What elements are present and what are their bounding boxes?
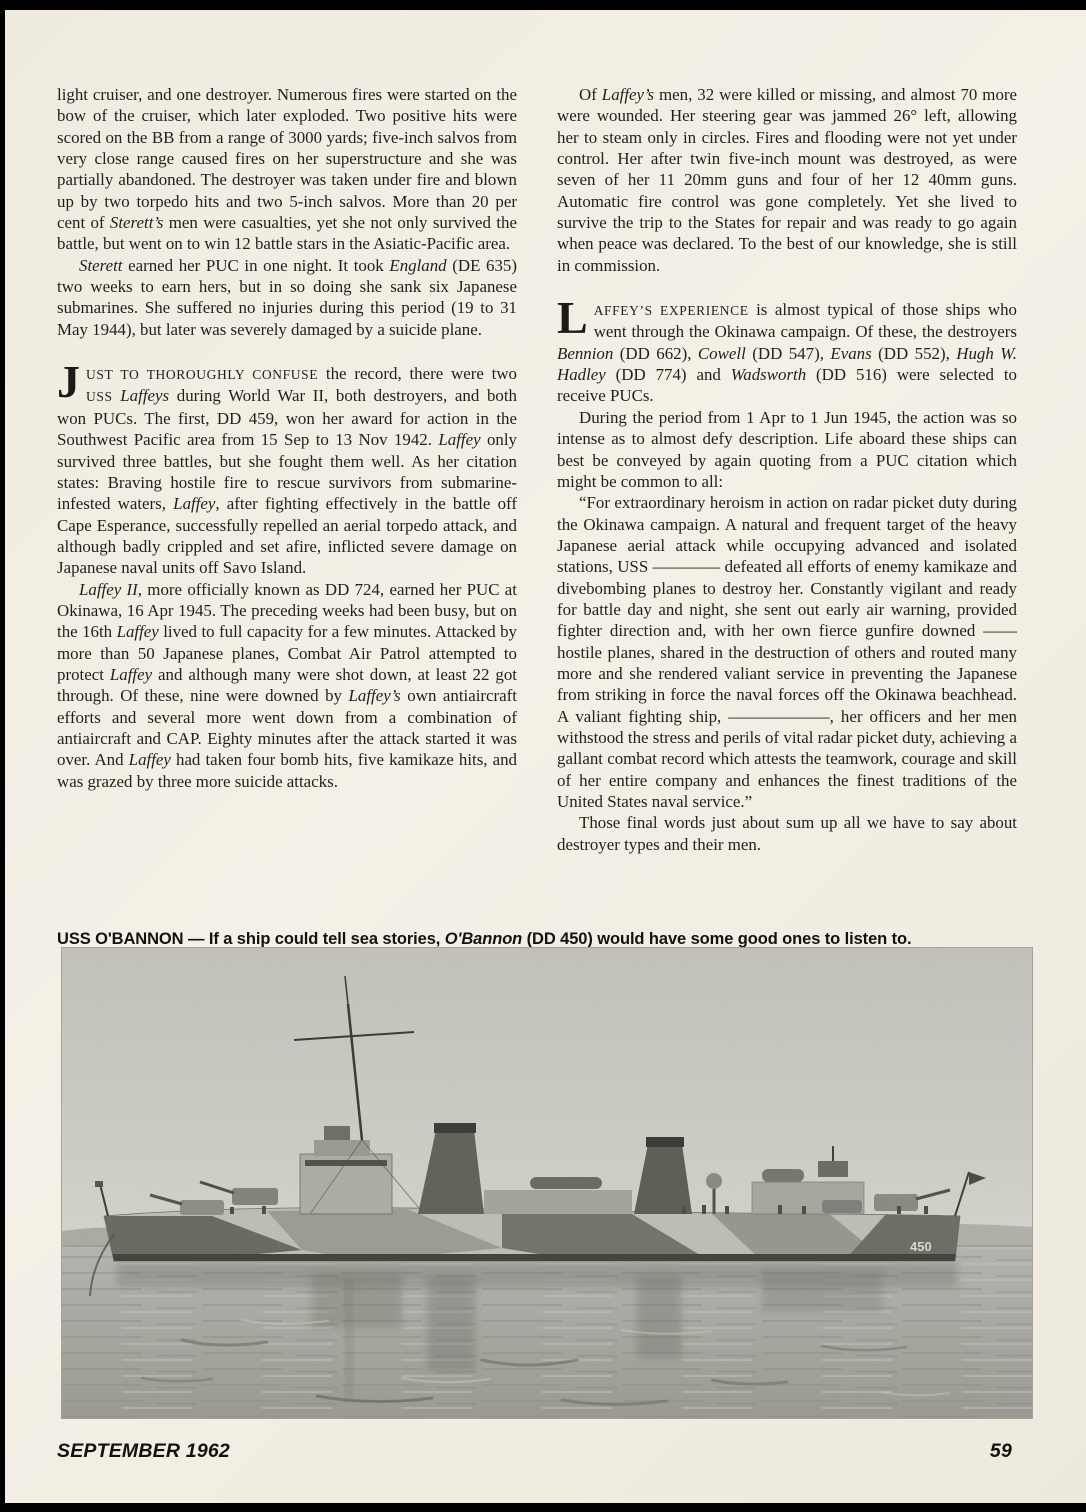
paragraph	[557, 84, 1017, 276]
text-segment: earned her PUC in one night. It took	[122, 255, 390, 275]
text-segment: Laffey	[438, 430, 481, 450]
text-segment: (DD 774) and	[605, 365, 731, 385]
drop-cap: L	[557, 292, 588, 344]
text-segment: (DD 450) would have some good ones to listen to.	[522, 930, 912, 948]
photo-caption	[57, 929, 1032, 949]
text-segment: Laffey II	[79, 579, 138, 599]
drop-cap: J	[57, 356, 80, 408]
text-segment: Sterett’s	[109, 213, 164, 233]
text-segment: USS O'BANNON — If a ship could tell sea stories,	[57, 930, 445, 948]
text-segment: and although many were shot down, at least 22 got through. Of these, nine were downed by	[57, 664, 517, 706]
text-segment: Evans	[830, 343, 872, 363]
magazine-page	[5, 10, 1086, 1503]
left-column	[57, 84, 517, 855]
right-column	[557, 84, 1017, 855]
text-segment: Laffeys	[120, 386, 170, 406]
footer	[57, 1440, 1012, 1463]
paragraph	[57, 255, 517, 340]
text-segment: USS	[86, 389, 113, 405]
text-segment: Laffey	[109, 664, 153, 684]
text-segment: , after fighting effectively in the battle off Cape Esperance, successfully repelled an aerial torpedo attack, and although badly crippled and set afire, inflicted severe damage on Japanese naval units off Savo Island.	[57, 494, 517, 578]
ship-photo	[62, 948, 1032, 1418]
paragraph	[557, 407, 1017, 492]
text-segment: (DD 662),	[613, 343, 698, 363]
article	[57, 84, 1017, 855]
text-segment: men were casualties, yet she not only survived the battle, but went on to win 12 battle stars in the Asiatic-Pacific area.	[57, 213, 517, 254]
paragraph	[557, 292, 1018, 407]
paragraph	[57, 579, 517, 792]
text-segment: Wadsworth	[730, 365, 807, 385]
footer-date: SEPTEMBER 1962	[57, 1440, 230, 1462]
text-segment: (DE 635) two weeks to earn hers, but in so doing she sank six Japanese submarines. She suffered no injuries during this period (19 to 31 May 1944), but later was severely damaged by a suicide plane.	[57, 255, 517, 339]
text-segment: , more officially known as DD 724, earned her PUC at Okinawa, 16 Apr 1945. The preceding weeks had been busy, but on the 16th	[57, 579, 517, 642]
paragraph	[57, 84, 517, 255]
text-segment: Laffey	[128, 750, 171, 770]
text-segment: light cruiser, and one destroyer. Numerous fires were started on the bow of the cruiser, which later exploded. Two positive hits were scored on the BB from a range of 3000 yards; five-inch salvos from very close range caused fires on her superstructure and she was partially abandoned. The destroyer was taken under fire and blown up by two torpedo hits and two 5-inch salvos. More than 20 per cent of	[57, 85, 517, 233]
paragraph	[557, 492, 1017, 812]
text-segment: O'Bannon	[444, 930, 523, 948]
text-segment: Laffey’s	[601, 85, 655, 104]
text-segment: (DD 516) were selected to receive PUCs.	[557, 365, 1017, 406]
text-segment: own antiaircraft efforts and several more went down from a combination of antiaircraft and CAP. Eighty minutes after the attack started it was over. And	[57, 686, 517, 770]
text-segment: Laffey’s	[348, 686, 401, 706]
text-segment: “For extraordinary heroism in action on radar picket duty during the Okinawa campaign. A natural and frequent target of the heavy Japanese aerial attack while occupying advanced and isolated stations, USS ———— defeated all efforts of enemy kamikaze and divebombing planes to destroy her. Constantly vigilant and ready for battle day and night, she sent out early air warning, provided fighter direction and, with her own fierce gunfire downed —— hostile planes, shared in the destruction of others and routed many more and she rendered valiant service in preventing the Japanese from striking in force the naval forces off the Okinawa beachhead. A valiant fighting ship, ——————, her officers and her men withstood the stress and perils of vital radar picket duty, achieving a gallant combat record which attests the teamwork, courage and skill of her entire company and enhances the finest traditions of the United States naval service.”	[557, 493, 1017, 811]
text-segment: (DD 547),	[745, 343, 831, 363]
paragraph	[557, 812, 1017, 855]
text-segment: Laffey	[116, 622, 159, 642]
text-segment: men, 32 were killed or missing, and almost 70 more were wounded. Her steering gear was jammed 26° left, allowing her to steam only in circles. Fires and flooding were not yet under control. Her after twin five-inch mount was destroyed, as were seven of her 11 20mm guns and four of her 12 40mm guns. Automatic fire control was gone completely. Yet she lived to survive the trip to the States for repair and was ready to go again when peace was declared. To the best of our knowledge, she is still in commission.	[557, 85, 1018, 275]
text-segment: Laffey	[173, 494, 216, 514]
footer-page-number: 59	[989, 1440, 1012, 1462]
text-segment: Hugh W. Hadley	[557, 343, 1018, 385]
text-segment: lived to full capacity for a few minutes. Attacked by more than 50 Japanese planes, Combat Air Patrol attempted to protect	[57, 622, 518, 684]
ship-photo-illustration	[62, 948, 1032, 1418]
text-segment: Cowell	[697, 343, 746, 363]
text-segment: Sterett	[79, 255, 123, 275]
text-segment: AFFEY’S EXPERIENCE	[593, 303, 749, 319]
text-segment: Bennion	[557, 343, 614, 363]
text-segment: (DD 552),	[871, 343, 957, 363]
text-segment: only survived three battles, but she fought them well. As her citation states: Braving hostile fire to rescue survivors from submarine-infested waters,	[57, 430, 517, 514]
text-segment: Those final words just about sum up all we have to say about destroyer types and their men.	[557, 813, 1017, 854]
paragraph	[57, 356, 518, 578]
text-segment: had taken four bomb hits, five kamikaze hits, and was grazed by three more suicide attacks.	[57, 750, 517, 791]
text-segment: is almost typical of those ships who went through the Okinawa campaign. Of these, the destroyers	[593, 300, 1017, 342]
text-segment: the record, there were two	[318, 364, 518, 384]
text-segment: during World War II, both destroyers, and both won PUCs. The first, DD 459, won her award for action in the Southwest Pacific area from 15 Sep to 13 Nov 1942.	[57, 386, 517, 450]
text-segment: Of	[579, 85, 602, 104]
text-segment: UST TO THOROUGHLY CONFUSE	[86, 367, 319, 383]
text-segment: During the period from 1 Apr to 1 Jun 1945, the action was so intense as to almost defy description. Life aboard these ships can best be conveyed by again quoting from a PUC citation which might be common to all:	[557, 407, 1017, 491]
text-segment: England	[389, 255, 447, 275]
